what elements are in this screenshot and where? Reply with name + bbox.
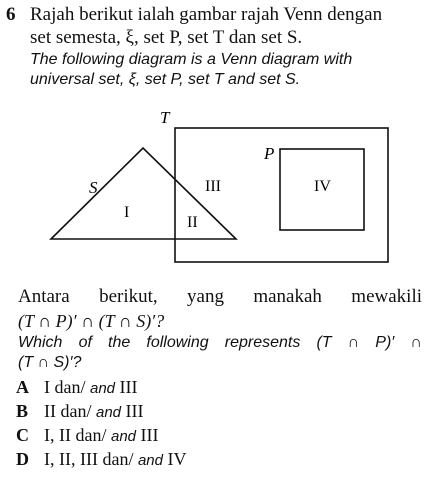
prompt-word: represents [224, 334, 301, 351]
option-letter: C [16, 425, 29, 445]
prompt-word: Antara [18, 286, 70, 307]
label-P: P [264, 144, 275, 163]
question-text-malay-1: Rajah berikut ialah gambar rajah Venn dengan [30, 4, 383, 25]
prompt-word: ∩ [410, 334, 422, 351]
set-T-rectangle [175, 128, 388, 262]
prompt-word: following [146, 334, 209, 351]
option-english: and [110, 428, 137, 445]
prompt-english-1 [18, 334, 422, 352]
question-number: 6 [6, 4, 16, 25]
option-malay: I dan/ [44, 377, 86, 397]
prompt-word: P)′ [375, 334, 395, 351]
question-text-malay-2: set semesta, ξ, set P, set T dan set S. [30, 27, 303, 48]
region-II-label: II [187, 214, 198, 231]
option-tail: III [125, 401, 144, 421]
option-tail: III [119, 377, 138, 397]
prompt-english-2: (T ∩ S)′? [18, 354, 82, 371]
label-S: S [89, 178, 98, 197]
prompt-malay-1 [18, 286, 422, 308]
option-d[interactable] [16, 449, 187, 470]
option-a[interactable] [16, 377, 138, 398]
prompt-word: the [108, 334, 131, 351]
option-english: and [89, 380, 116, 397]
option-tail: III [140, 425, 159, 445]
option-letter: D [16, 449, 29, 469]
prompt-word: ∩ [347, 334, 360, 351]
question-text-english-1: The following diagram is a Venn diagram with [30, 51, 353, 68]
prompt-word: (T [316, 334, 332, 351]
prompt-word: Which [18, 334, 63, 351]
prompt-word: yang [187, 286, 224, 307]
prompt-word: mewakili [351, 286, 422, 307]
option-malay: I, II, III dan/ [44, 449, 134, 469]
region-I-label: I [124, 204, 130, 221]
option-malay: II dan/ [44, 401, 92, 421]
option-english: and [95, 404, 122, 421]
option-english: and [137, 452, 163, 469]
prompt-word: berikut, [99, 286, 158, 307]
option-c[interactable] [16, 425, 159, 446]
question-text-english-2: universal set, ξ, set P, set T and set S. [30, 71, 301, 88]
prompt-word: of [78, 334, 92, 351]
option-tail: IV [167, 449, 187, 469]
venn-diagram [0, 105, 434, 265]
region-IV-label: IV [314, 178, 331, 195]
region-III-label: III [205, 178, 221, 195]
label-T: T [160, 108, 170, 127]
option-malay: I, II dan/ [44, 425, 107, 445]
prompt-expression: (T ∩ P)′ ∩ (T ∩ S)′? [18, 311, 165, 331]
option-b[interactable] [16, 401, 144, 422]
option-letter: A [16, 377, 29, 397]
option-letter: B [16, 401, 29, 421]
prompt-word: manakah [253, 286, 322, 307]
